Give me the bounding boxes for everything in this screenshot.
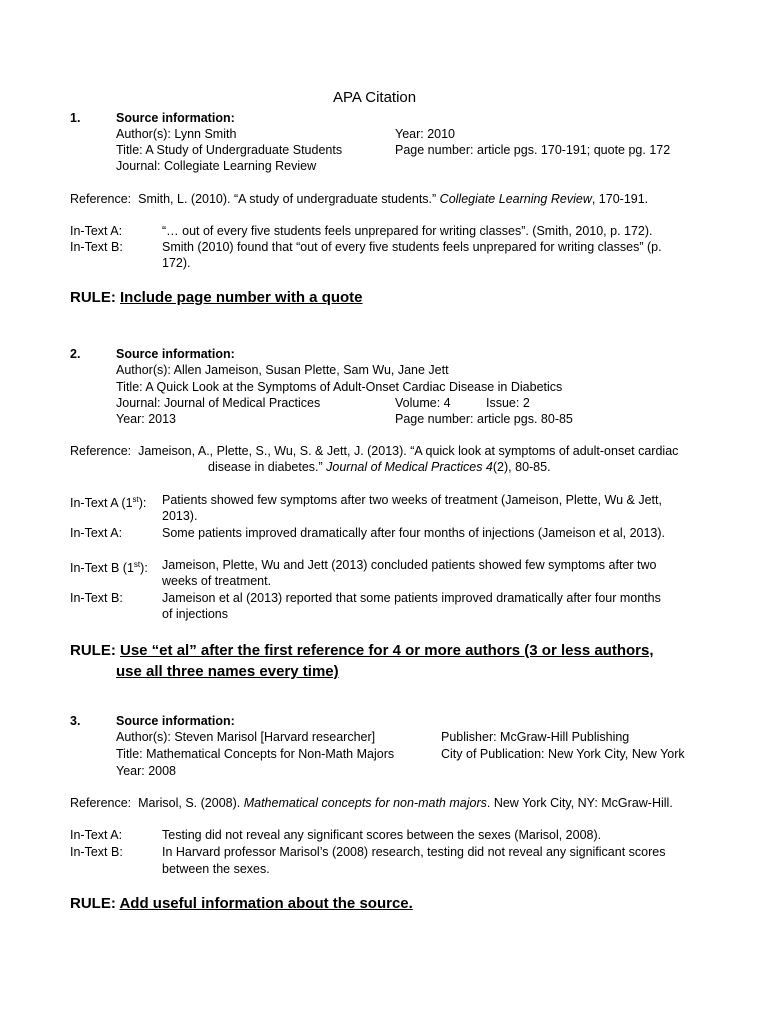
reference-italic: Journal of Medical Practices 4	[326, 460, 493, 474]
source-authors: Author(s): Lynn Smith	[116, 127, 237, 141]
source-publisher: Publisher: McGraw-Hill Publishing	[441, 730, 630, 744]
reference-text: disease in diabetes.”	[208, 460, 327, 474]
intext-line: Jameison, Plette, Wu and Jett (2013) concluded patients showed few symptoms after two	[162, 558, 657, 572]
intext-label: In-Text B:	[70, 845, 123, 859]
source-authors: Author(s): Allen Jameison, Susan Plette, Sam Wu, Jane Jett	[116, 363, 449, 377]
intext-line: between the sexes.	[162, 862, 270, 876]
rule-statement	[70, 641, 654, 661]
reference-tail: . New York City, NY: McGraw-Hill.	[486, 796, 673, 810]
intext-line: Patients showed few symptoms after two weeks of treatment (Jameison, Plette, Wu & Jett,	[162, 493, 662, 507]
source-title: Title: A Study of Undergraduate Students	[116, 143, 343, 157]
intext-label: In-Text B:	[70, 591, 123, 605]
source-issue: Issue: 2	[486, 396, 530, 410]
intext-label: In-Text B:	[70, 240, 123, 254]
source-pages: Page number: article pgs. 170-191; quote pg. 172	[395, 143, 671, 157]
source-year: Year: 2013	[116, 412, 177, 426]
intext-label: In-Text B (1st):	[70, 560, 148, 576]
reference-label: Reference:	[70, 444, 132, 458]
intext-line: In Harvard professor Marisol’s (2008) research, testing did not reveal any significant scores	[162, 845, 666, 859]
source-title: Title: Mathematical Concepts for Non-Math Majors	[116, 747, 395, 761]
reference-text: Jameison, A., Plette, S., Wu, S. & Jett, J. (2013). “A quick look at symptoms of adult-onset cardiac	[138, 444, 679, 458]
section-number: 1.	[70, 111, 81, 125]
source-title: Title: A Quick Look at the Symptoms of Adult-Onset Cardiac Disease in Diabetics	[116, 380, 563, 394]
source-heading: Source information:	[116, 347, 235, 361]
intext-label: In-Text A:	[70, 828, 123, 842]
reference-line	[70, 191, 648, 207]
intext-line: 2013).	[162, 509, 198, 523]
reference-label: Reference:	[70, 796, 132, 810]
intext-label: In-Text A:	[70, 526, 123, 540]
rule-prefix: RULE:	[70, 895, 116, 912]
source-heading: Source information:	[116, 714, 235, 728]
rule-text: Include page number with a quote	[120, 289, 363, 306]
rule-statement	[70, 894, 413, 914]
source-authors: Author(s): Steven Marisol [Harvard researcher]	[116, 730, 376, 744]
source-year: Year: 2008	[116, 764, 177, 778]
reference-italic: Collegiate Learning Review	[439, 192, 592, 206]
rule-text: Use “et al” after the first reference for 4 or more authors (3 or less authors,	[120, 642, 654, 659]
intext-line: Some patients improved dramatically after four months of injections (Jameison et al, 2013).	[162, 526, 666, 540]
intext-label: In-Text A:	[70, 224, 123, 238]
page-title: APA Citation	[333, 89, 417, 106]
intext-line: 172).	[162, 256, 191, 270]
source-city: City of Publication: New York City, New York	[441, 747, 685, 761]
source-journal: Journal: Journal of Medical Practices	[116, 396, 321, 410]
source-year: Year: 2010	[395, 127, 456, 141]
reference-tail: , 170-191.	[591, 192, 649, 206]
intext-line: Jameison et al (2013) reported that some patients improved dramatically after four months	[162, 591, 661, 605]
intext-line: Smith (2010) found that “out of every five students feels unprepared for writing classes” (p.	[162, 240, 662, 254]
rule-statement-continued	[116, 662, 339, 682]
reference-text: Smith, L. (2010). “A study of undergraduate students.”	[138, 192, 440, 206]
intext-line: “… out of every five students feels unprepared for writing classes”. (Smith, 2010, p. 172).	[162, 224, 653, 238]
rule-prefix: RULE:	[70, 642, 116, 659]
reference-text: Marisol, S. (2008).	[138, 796, 244, 810]
reference-label: Reference:	[70, 192, 132, 206]
reference-tail: (2), 80-85.	[492, 460, 551, 474]
source-pages: Page number: article pgs. 80-85	[395, 412, 573, 426]
rule-text: Add useful information about the source.	[119, 895, 413, 912]
intext-line: Testing did not reveal any significant scores between the sexes (Marisol, 2008).	[162, 828, 602, 842]
reference-line	[70, 795, 673, 811]
reference-line-2	[208, 459, 551, 475]
source-volume: Volume: 4	[395, 396, 451, 410]
rule-prefix: RULE:	[70, 289, 116, 306]
reference-line	[70, 443, 678, 459]
reference-italic: Mathematical concepts for non-math majors	[243, 796, 487, 810]
section-number: 3.	[70, 714, 81, 728]
source-heading: Source information:	[116, 111, 235, 125]
rule-statement	[70, 288, 363, 308]
intext-line: of injections	[162, 607, 229, 621]
intext-label: In-Text A (1st):	[70, 495, 147, 511]
section-number: 2.	[70, 347, 81, 361]
source-journal: Journal: Collegiate Learning Review	[116, 159, 317, 173]
rule-text: use all three names every time)	[116, 663, 339, 680]
intext-line: weeks of treatment.	[162, 574, 272, 588]
